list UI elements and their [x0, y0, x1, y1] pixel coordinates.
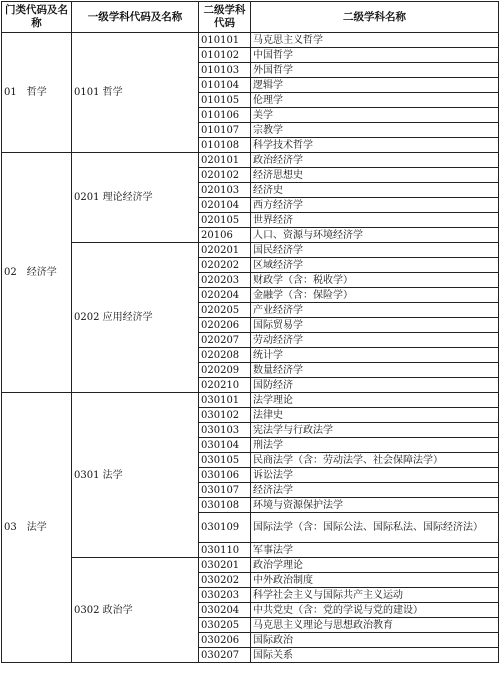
second-level-name-cell: 法律史 [251, 408, 499, 423]
second-level-code-cell: 030101 [199, 393, 251, 408]
second-level-name-cell: 国际关系 [251, 648, 499, 663]
header-second-name: 二级学科名称 [251, 2, 499, 33]
second-level-name-cell: 马克思主义理论与思想政治教育 [251, 618, 499, 633]
second-level-name-cell: 民商法学（含：劳动法学、社会保障法学） [251, 453, 499, 468]
second-level-code-cell: 030105 [199, 453, 251, 468]
second-level-name-cell: 中外政治制度 [251, 573, 499, 588]
second-level-name-cell: 国防经济 [251, 378, 499, 393]
second-level-name-cell: 美学 [251, 108, 499, 123]
table-body [2, 33, 499, 663]
second-level-code-cell: 020209 [199, 363, 251, 378]
second-level-code-cell: 020201 [199, 243, 251, 258]
second-level-code-cell: 020103 [199, 183, 251, 198]
second-level-name-cell: 中共党史（含：党的学说与党的建设） [251, 603, 499, 618]
second-level-code-cell: 020104 [199, 198, 251, 213]
second-level-code-cell: 020203 [199, 273, 251, 288]
second-level-code-cell: 030106 [199, 468, 251, 483]
second-level-code-cell: 020208 [199, 348, 251, 363]
second-level-name-cell: 宗教学 [251, 123, 499, 138]
table-row [2, 243, 499, 258]
second-level-name-cell: 世界经济 [251, 213, 499, 228]
second-level-code-cell: 030201 [199, 558, 251, 573]
second-level-code-cell: 010105 [199, 93, 251, 108]
second-level-code-cell: 030108 [199, 498, 251, 513]
first-level-discipline-cell: 0201 理论经济学 [72, 153, 199, 243]
second-level-name-cell: 逻辑学 [251, 78, 499, 93]
second-level-name-cell: 科学技术哲学 [251, 138, 499, 153]
second-level-name-cell: 经济思想史 [251, 168, 499, 183]
header-second-code: 二级学科代码 [199, 2, 251, 33]
second-level-code-cell: 020202 [199, 258, 251, 273]
second-level-code-cell: 010108 [199, 138, 251, 153]
table-row [2, 153, 499, 168]
second-level-name-cell: 马克思主义哲学 [251, 33, 499, 48]
second-level-code-cell: 020205 [199, 303, 251, 318]
second-level-code-cell: 030203 [199, 588, 251, 603]
category-cell: 02 经济学 [2, 153, 72, 393]
second-level-code-cell: 020204 [199, 288, 251, 303]
second-level-name-cell: 经济法学 [251, 483, 499, 498]
category-cell: 01 哲学 [2, 33, 72, 153]
second-level-name-cell: 国民经济学 [251, 243, 499, 258]
second-level-name-cell: 数量经济学 [251, 363, 499, 378]
first-level-discipline-cell: 0302 政治学 [72, 558, 199, 663]
second-level-name-cell: 政治经济学 [251, 153, 499, 168]
second-level-code-cell: 030104 [199, 438, 251, 453]
table-row [2, 393, 499, 408]
second-level-code-cell: 020105 [199, 213, 251, 228]
second-level-code-cell: 010102 [199, 48, 251, 63]
second-level-code-cell: 010107 [199, 123, 251, 138]
second-level-name-cell: 区域经济学 [251, 258, 499, 273]
second-level-name-cell: 宪法学与行政法学 [251, 423, 499, 438]
first-level-discipline-cell: 0301 法学 [72, 393, 199, 558]
second-level-code-cell: 030109 [199, 513, 251, 543]
table-row [2, 33, 499, 48]
second-level-name-cell: 国际法学（含：国际公法、国际私法、国际经济法） [251, 513, 499, 543]
second-level-code-cell: 030202 [199, 573, 251, 588]
second-level-name-cell: 劳动经济学 [251, 333, 499, 348]
first-level-discipline-cell: 0202 应用经济学 [72, 243, 199, 393]
second-level-name-cell: 诉讼法学 [251, 468, 499, 483]
second-level-code-cell: 020210 [199, 378, 251, 393]
second-level-name-cell: 中国哲学 [251, 48, 499, 63]
second-level-code-cell: 030110 [199, 543, 251, 558]
second-level-name-cell: 外国哲学 [251, 63, 499, 78]
second-level-name-cell: 金融学（含：保险学） [251, 288, 499, 303]
second-level-name-cell: 财政学（含：税收学） [251, 273, 499, 288]
second-level-name-cell: 科学社会主义与国际共产主义运动 [251, 588, 499, 603]
header-first-level: 一级学科代码及名称 [72, 2, 199, 33]
second-level-name-cell: 西方经济学 [251, 198, 499, 213]
second-level-code-cell: 030107 [199, 483, 251, 498]
second-level-code-cell: 010101 [199, 33, 251, 48]
table-row [2, 558, 499, 573]
second-level-code-cell: 020207 [199, 333, 251, 348]
second-level-name-cell: 产业经济学 [251, 303, 499, 318]
header-row [2, 2, 499, 33]
second-level-name-cell: 国际政治 [251, 633, 499, 648]
category-cell: 03 法学 [2, 393, 72, 663]
second-level-code-cell: 030207 [199, 648, 251, 663]
second-level-code-cell: 020101 [199, 153, 251, 168]
second-level-name-cell: 环境与资源保护法学 [251, 498, 499, 513]
second-level-name-cell: 人口、资源与环境经济学 [251, 228, 499, 243]
second-level-code-cell: 030205 [199, 618, 251, 633]
second-level-name-cell: 法学理论 [251, 393, 499, 408]
second-level-code-cell: 010103 [199, 63, 251, 78]
second-level-code-cell: 030103 [199, 423, 251, 438]
second-level-code-cell: 030204 [199, 603, 251, 618]
first-level-discipline-cell: 0101 哲学 [72, 33, 199, 153]
second-level-code-cell: 020206 [199, 318, 251, 333]
discipline-catalog-table [1, 1, 499, 663]
second-level-name-cell: 国际贸易学 [251, 318, 499, 333]
second-level-code-cell: 20106 [199, 228, 251, 243]
header-category: 门类代码及名称 [2, 2, 72, 33]
second-level-name-cell: 经济史 [251, 183, 499, 198]
second-level-code-cell: 030206 [199, 633, 251, 648]
second-level-name-cell: 伦理学 [251, 93, 499, 108]
second-level-name-cell: 军事法学 [251, 543, 499, 558]
second-level-code-cell: 010106 [199, 108, 251, 123]
second-level-name-cell: 政治学理论 [251, 558, 499, 573]
second-level-code-cell: 030102 [199, 408, 251, 423]
second-level-name-cell: 统计学 [251, 348, 499, 363]
second-level-code-cell: 010104 [199, 78, 251, 93]
second-level-code-cell: 020102 [199, 168, 251, 183]
second-level-name-cell: 刑法学 [251, 438, 499, 453]
